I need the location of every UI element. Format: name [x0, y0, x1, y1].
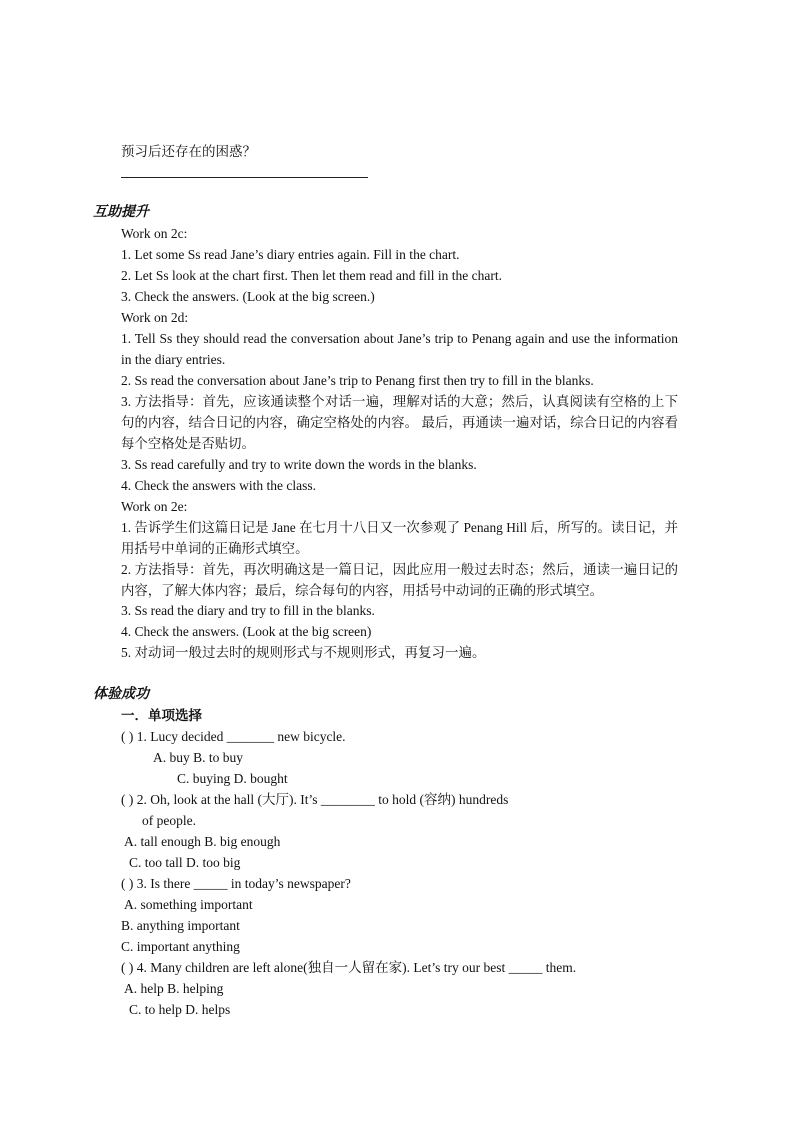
section-heading-mutual-help: 互助提升: [93, 205, 149, 220]
question-1-options-ab: A. buy B. to buy: [153, 750, 244, 765]
work-2c-label: Work on 2c:: [121, 226, 188, 241]
question-3-option-c: C. important anything: [121, 939, 240, 954]
question-2-stem-continued: of people.: [142, 813, 196, 828]
work-2e-step-1: 1. 告诉学生们这篇日记是 Jane 在七月十八日又一次参观了 Penang Hill 后，所写的。读日记，并用括号中单词的正确形式填空。: [121, 520, 678, 556]
work-2d-step-1: 1. Tell Ss they should read the conversation about Jane’s trip to Penang again and use the information in the diary entries.: [121, 331, 678, 367]
work-2d-step-5: 4. Check the answers with the class.: [121, 478, 316, 493]
section-heading-success: 体验成功: [93, 687, 149, 702]
question-4-stem: ( ) 4. Many children are left alone(独自一人留在家). Let’s try our best _____ them.: [121, 960, 577, 975]
work-2e-step-2: 2. 方法指导：首先，再次明确这是一篇日记，因此应用一般过去时态；然后，通读一遍日记的内容，了解大体内容；最后，综合每句的内容，用括号中动词的正确的形式填空。: [121, 562, 678, 598]
question-3-stem: ( ) 3. Is there _____ in today’s newspaper?: [121, 876, 351, 891]
question-1-options-cd: C. buying D. bought: [177, 771, 288, 786]
work-2d-step-2: 2. Ss read the conversation about Jane’s trip to Penang first then try to fill in the blanks.: [121, 373, 594, 388]
question-3-option-a: A. something important: [124, 897, 253, 912]
question-2-options-cd: C. too tall D. too big: [129, 855, 241, 870]
work-2c-step-2: 2. Let Ss look at the chart first. Then let them read and fill in the chart.: [121, 268, 503, 283]
question-4-options-ab: A. help B. helping: [124, 981, 224, 996]
work-2c-step-1: 1. Let some Ss read Jane’s diary entries again. Fill in the chart.: [121, 247, 460, 262]
multiple-choice-heading: 一．单项选择: [121, 708, 202, 723]
work-2d-label: Work on 2d:: [121, 310, 189, 325]
question-1-stem: ( ) 1. Lucy decided _______ new bicycle.: [121, 729, 346, 744]
preview-question: 预习后还存在的困惑？: [121, 144, 256, 159]
work-2d-step-4: 3. Ss read carefully and try to write down the words in the blanks.: [121, 457, 477, 472]
work-2d-step-3: 3. 方法指导：首先，应该通读整个对话一遍，理解对话的大意；然后，认真阅读有空格的上下句的内容，结合日记的内容，确定空格处的内容。 最后，再通读一遍对话，综合日记的内容看每个空格处是否贴切。: [121, 394, 678, 451]
work-2e-label: Work on 2e:: [121, 499, 188, 514]
work-2e-step-4: 4. Check the answers. (Look at the big screen): [121, 624, 372, 639]
question-4-options-cd: C. to help D. helps: [129, 1002, 231, 1017]
question-2-options-ab: A. tall enough B. big enough: [124, 834, 281, 849]
work-2e-step-5: 5. 对动词一般过去时的规则形式与不规则形式，再复习一遍。: [121, 645, 486, 660]
work-2e-step-3: 3. Ss read the diary and try to fill in the blanks.: [121, 603, 375, 618]
question-2-stem: ( ) 2. Oh, look at the hall (大厅). It’s ________ to hold (容纳) hundreds: [121, 792, 509, 807]
work-2c-step-3: 3. Check the answers. (Look at the big screen.): [121, 289, 375, 304]
question-3-option-b: B. anything important: [121, 918, 240, 933]
answer-line: [121, 177, 368, 178]
